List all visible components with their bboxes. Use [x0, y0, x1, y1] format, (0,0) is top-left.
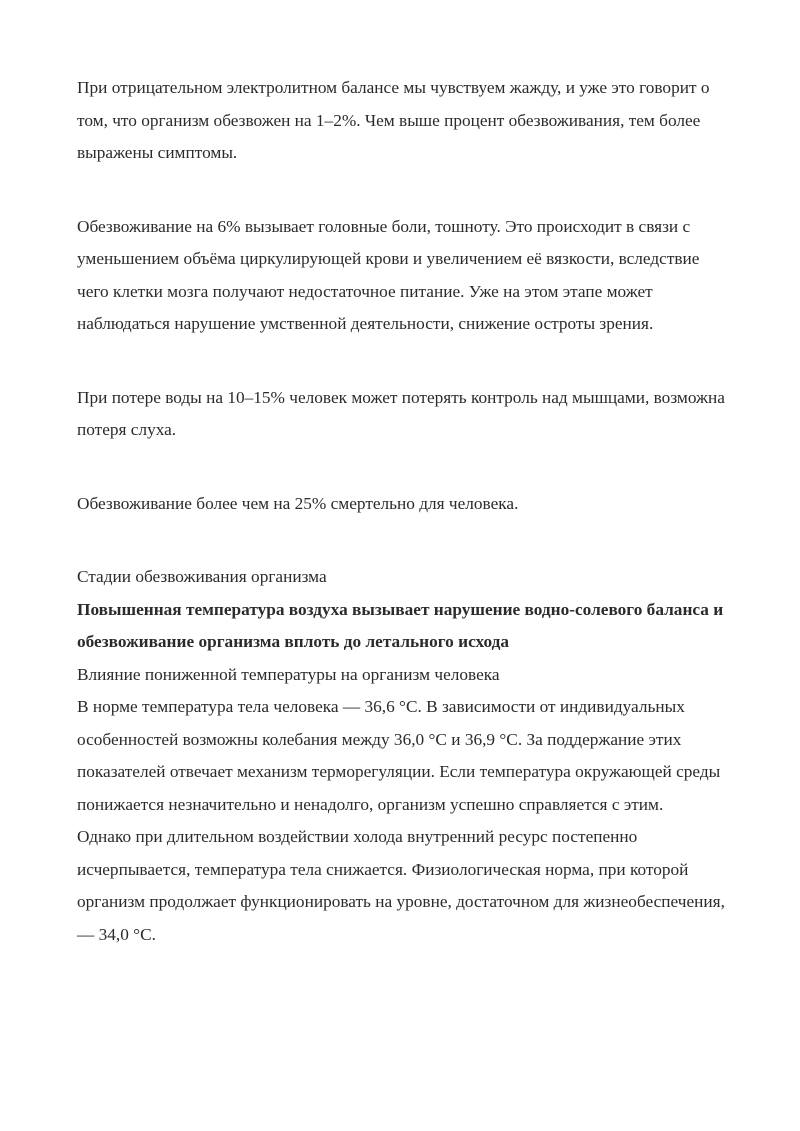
paragraph-dehydration-ten-percent: При потере воды на 10–15% человек может потерять контроль над мышцами, возможна потеря слуха. [77, 387, 725, 439]
paragraph-electrolyte-balance: При отрицательном электролитном балансе мы чувствуем жажду, и уже это говорит о том, что организм обезвожен на 1–2%. Чем выше процент обезвоживания, тем более выражены симптомы. [77, 78, 710, 162]
paragraph-dehydration-fatal: Обезвоживание более чем на 25% смертельно для человека. [77, 493, 519, 513]
paragraph-dehydration-six-percent: Обезвоживание на 6% вызывает головные боли, тошноту. Это происходит в связи с уменьшением объёма циркулирующей крови и увеличением её вязкости, вследствие чего клетки мозга получают недостаточное питание. Уже на этом этапе может наблюдаться нарушение умственной деятельности, снижение остроты зрения. [77, 216, 700, 333]
bold-caption: Повышенная температура воздуха вызывает нарушение водно-солевого баланса и обезвоживание организма вплоть до летального исхода [77, 599, 724, 651]
subheading-low-temperature: Влияние пониженной температуры на организм человека [77, 664, 500, 684]
section-caption: Стадии обезвоживания организма [77, 567, 327, 586]
document-page [77, 72, 727, 951]
paragraph-normal-body-temperature: В норме температура тела человека — 36,6 °C. В зависимости от индивидуальных особенностей возможны колебания между 36,0 °C и 36,9 °C. За поддержание этих показателей отвечает механизм терморегуляции. Если температура окружающей среды понижается незначительно и ненадолго, организм успешно справляется с этим. [77, 697, 721, 814]
paragraph-prolonged-cold: Однако при длительном воздействии холода внутренний ресурс постепенно исчерпывается, температура тела снижается. Физиологическая норма, при которой организм продолжает функционировать на уровне, достаточном для жизнеобеспечения, — 34,0 °C. [77, 827, 725, 944]
